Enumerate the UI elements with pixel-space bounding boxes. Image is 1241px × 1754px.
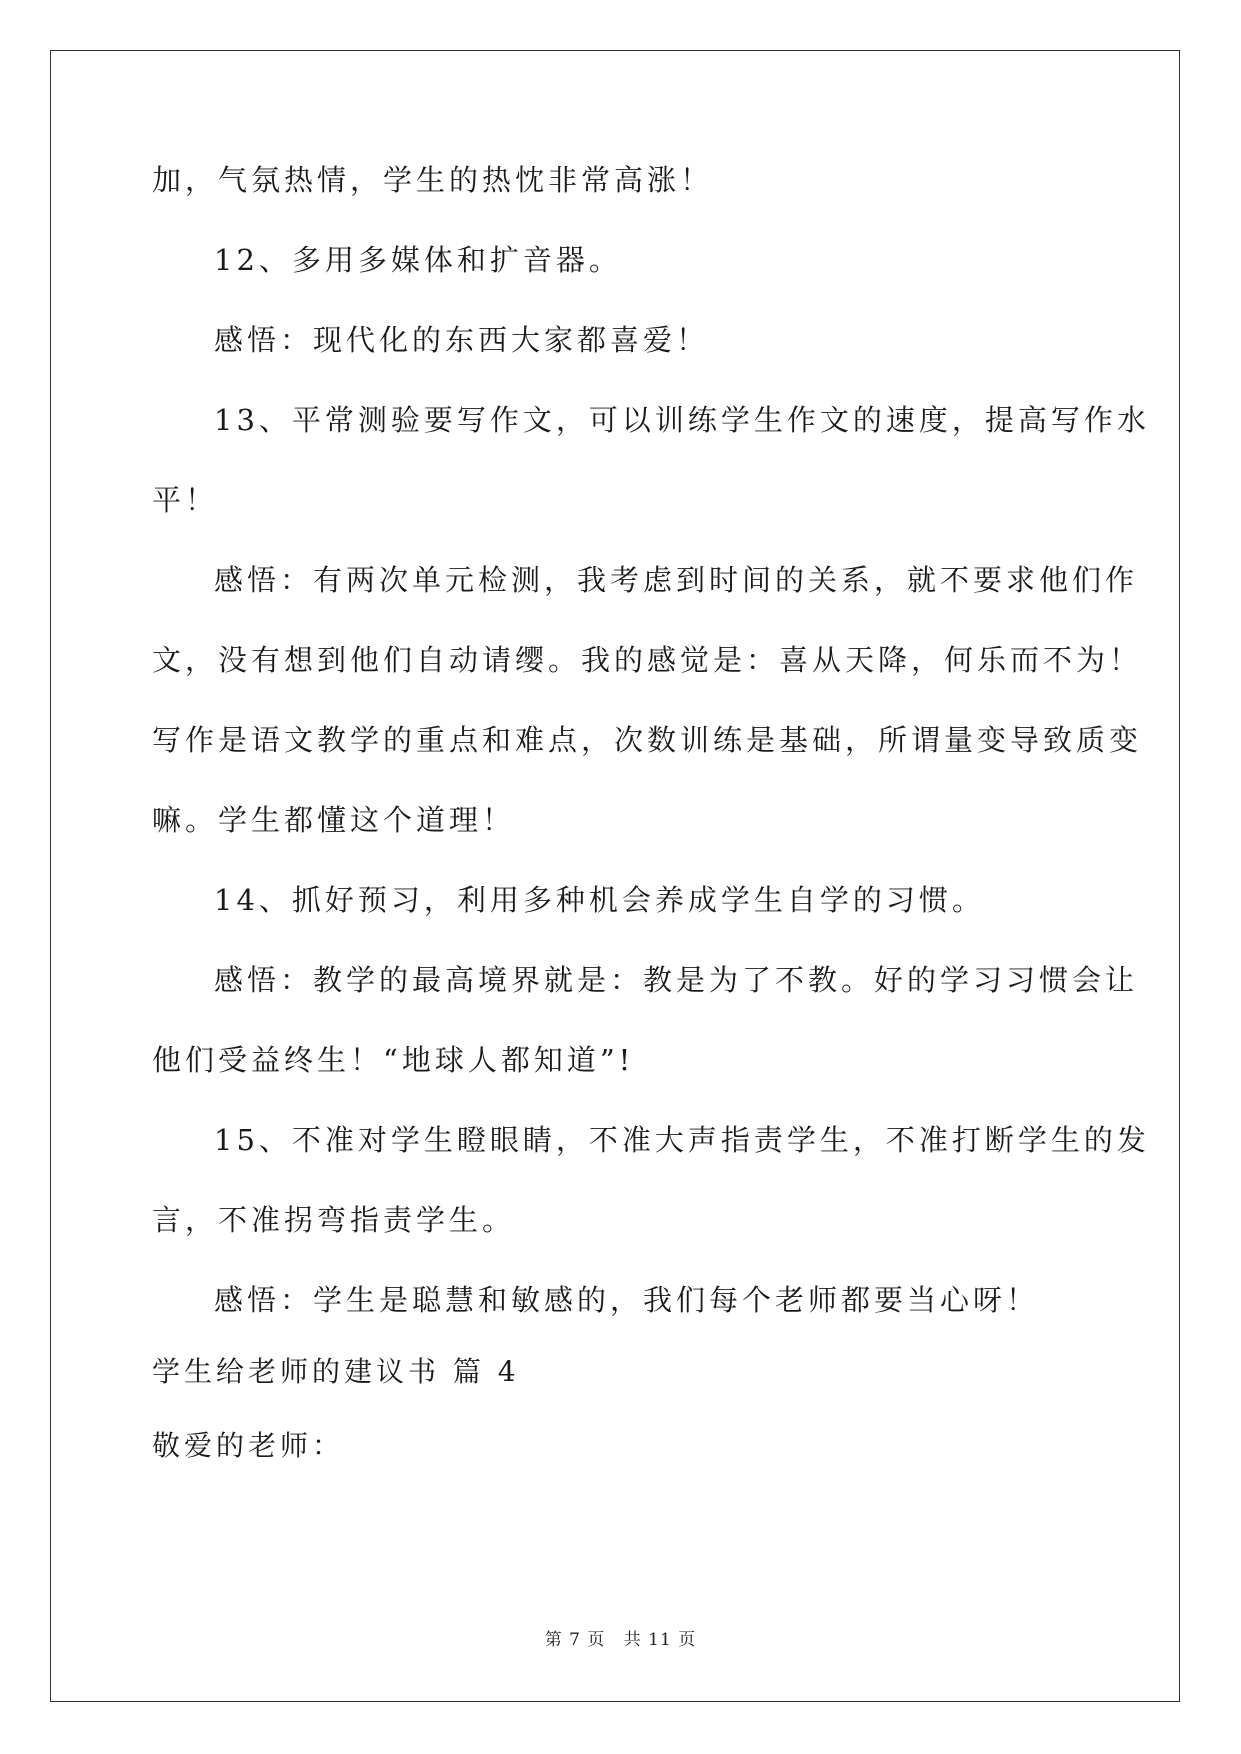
paragraph-line: 言，不准拐弯指责学生。 <box>152 1203 516 1237</box>
paragraph-line: 感悟：现代化的东西大家都喜爱！ <box>214 323 710 357</box>
salutation: 敬爱的老师： <box>152 1429 345 1462</box>
paragraph-line: 14、抓好预习，利用多种机会养成学生自学的习惯。 <box>214 883 985 917</box>
page-footer <box>0 1625 1241 1650</box>
paragraph-line: 写作是语文教学的重点和难点，次数训练是基础，所谓量变导致质变 <box>152 723 1143 757</box>
page-number: 第 7 页 <box>544 1630 606 1650</box>
paragraph-line: 15、不准对学生瞪眼睛，不准大声指责学生，不准打断学生的发 <box>214 1123 1150 1157</box>
paragraph-line: 平！ <box>152 483 219 517</box>
paragraph-line: 感悟：教学的最高境界就是：教是为了不教。好的学习习惯会让 <box>214 963 1139 997</box>
paragraph-line: 嘛。学生都懂这个道理！ <box>152 803 516 837</box>
page-total: 共 11 页 <box>623 1630 697 1650</box>
paragraph-line: 加，气氛热情，学生的热忱非常高涨！ <box>152 163 714 197</box>
paragraph-line: 文，没有想到他们自动请缨。我的感觉是：喜从天降，何乐而不为！ <box>152 643 1143 677</box>
section-heading: 学生给老师的建议书 篇 4 <box>152 1355 520 1388</box>
paragraph-line: 感悟：学生是聪慧和敏感的，我们每个老师都要当心呀！ <box>214 1283 1040 1317</box>
paragraph-line: 13、平常测验要写作文，可以训练学生作文的速度，提高写作水 <box>214 403 1150 437</box>
paragraph-line: 他们受益终生！“地球人都知道”! <box>152 1043 635 1077</box>
paragraph-line: 感悟：有两次单元检测，我考虑到时间的关系，就不要求他们作 <box>214 563 1139 597</box>
paragraph-line: 12、多用多媒体和扩音器。 <box>214 243 622 277</box>
